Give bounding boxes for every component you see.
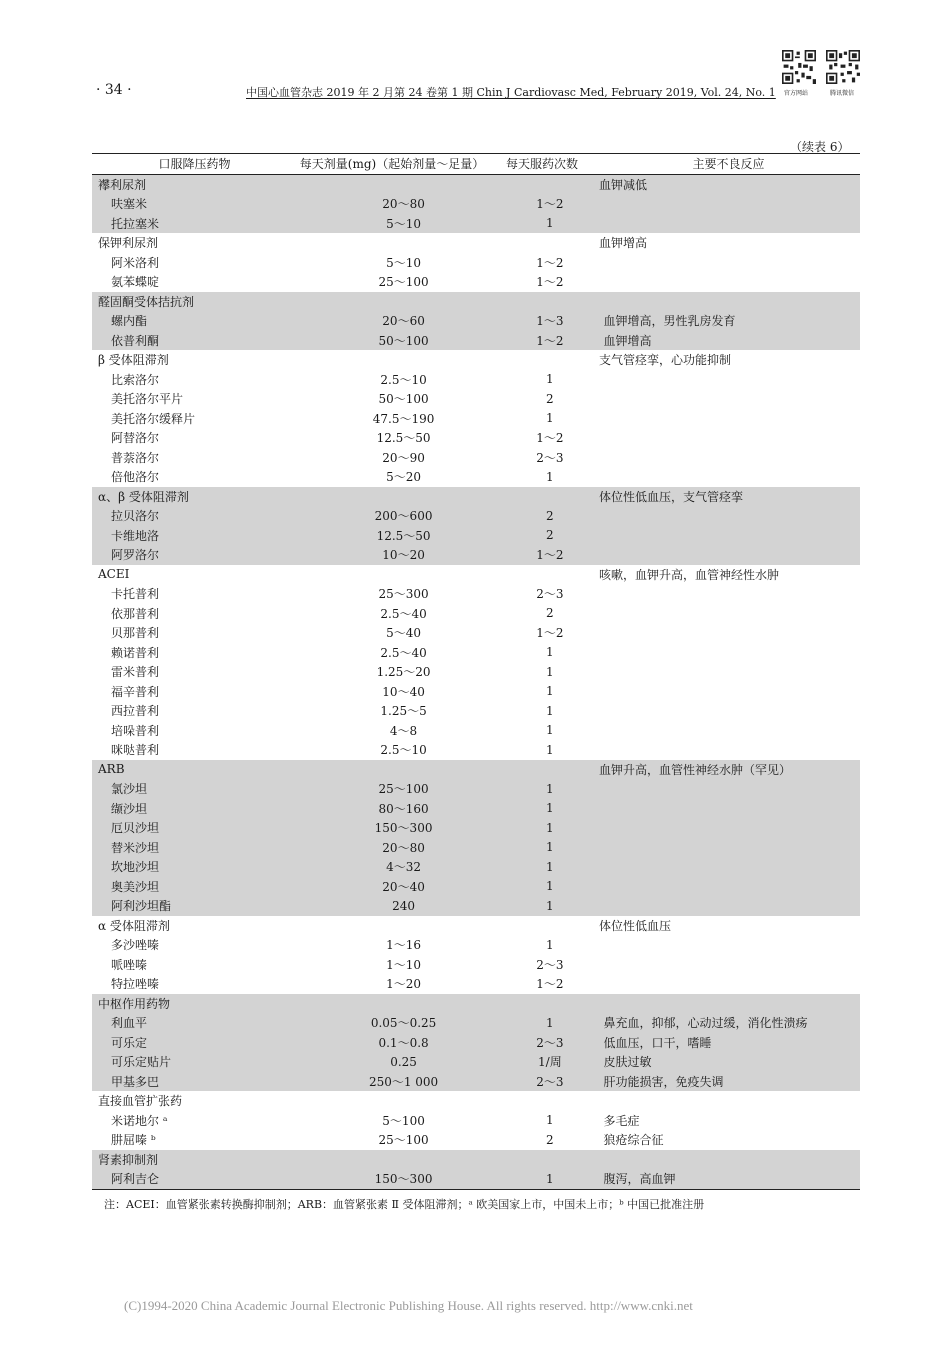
frequency-cell: 1 [546,684,554,699]
running-head: 中国心血管杂志 2019 年 2 月第 24 卷第 1 期 Chin J Cardiovasc Med, February 2019, Vol. 24, No. 1 [246,86,776,99]
drug-name-cell: 拉贝洛尔 [111,509,160,524]
table-row [92,604,860,624]
frequency-cell: 2～3 [536,587,564,602]
drug-name-cell: 米诺地尔 ᵃ [111,1113,168,1128]
drug-class-name: β 受体阻滞剂 [98,353,169,368]
qr-code-left [782,50,816,84]
table-row [92,935,860,955]
frequency-cell: 1～3 [536,314,564,329]
page-number: · 34 · [96,82,132,98]
table-group-row [92,916,860,936]
frequency-cell: 2 [546,528,554,543]
dose-cell: 2.5～40 [380,645,427,660]
qr-left-caption: 官方网站 [784,90,809,97]
drug-name-cell: 托拉塞米 [111,216,160,231]
table-body [92,175,860,1189]
frequency-cell: 2～3 [536,450,564,465]
table-row [92,701,860,721]
table-row [92,662,860,682]
dose-cell: 20～90 [382,450,425,465]
dose-cell: 50～100 [378,392,429,407]
table-row [92,623,860,643]
drug-name-cell: 雷米普利 [111,665,160,680]
table-row [92,1052,860,1072]
table-header-row [92,154,860,174]
table-row [92,194,860,214]
frequency-cell: 1 [546,664,554,679]
drug-name-cell: 替米沙坦 [111,840,160,855]
table-group-row [92,487,860,507]
table-row [92,370,860,390]
drug-name-cell: 美托洛尔缓释片 [111,411,196,426]
dose-cell: 2.5～10 [380,743,427,758]
frequency-cell: 1 [546,820,554,835]
dose-cell: 47.5～190 [372,411,435,426]
table-row [92,467,860,487]
dose-cell: 150～300 [374,1172,433,1187]
drug-name-cell: 多沙唑嗪 [111,938,160,953]
qr-code-right [826,50,860,84]
frequency-cell: 1 [546,801,554,816]
drug-class-name: 肾素抑制剂 [98,1152,159,1167]
frequency-cell: 1 [546,781,554,796]
adverse-effect-cell: 体位性低血压，支气管痉挛 [599,489,744,504]
adverse-effect-cell: 血钾升高，血管性神经水肿（罕见） [599,762,792,777]
drug-name-cell: 阿利吉仑 [111,1172,160,1187]
adverse-effect-cell: 肝功能损害，免疫失调 [603,1074,724,1089]
table-bottom-rule [92,1189,860,1190]
frequency-cell: 1～2 [536,255,564,270]
dose-cell: 1.25～20 [376,665,431,680]
drug-name-cell: 呋塞米 [111,197,148,212]
frequency-cell: 2 [546,508,554,523]
continued-label: （续表 6） [790,140,850,154]
adverse-effect-cell: 鼻充血，抑郁，心动过缓，消化性溃疡 [603,1016,808,1031]
table-row [92,1013,860,1033]
dose-cell: 1～20 [386,977,422,992]
table-row [92,253,860,273]
adverse-effect-cell: 体位性低血压 [599,918,672,933]
dose-cell: 200～600 [374,509,433,524]
dose-cell: 20～80 [382,840,425,855]
table-row [92,643,860,663]
dose-cell: 10～40 [382,684,425,699]
drug-name-cell: 哌唑嗪 [111,957,148,972]
drug-class-name: α、β 受体阻滞剂 [98,489,189,504]
dose-cell: 1～10 [386,957,422,972]
dose-cell: 0.25 [390,1054,417,1069]
frequency-cell: 1 [546,1171,554,1186]
drug-name-cell: 利血平 [111,1016,148,1031]
frequency-cell: 1 [546,840,554,855]
adverse-effect-cell: 支气管痉挛，心功能抑制 [599,353,732,368]
drug-class-name: ARB [98,762,125,777]
copyright-footer: (C)1994-2020 China Academic Journal Electronic Publishing House. All rights reserved. http://www.cnki.net [124,1298,693,1313]
dose-cell: 0.1～0.8 [378,1035,429,1050]
drug-name-cell: 普萘洛尔 [111,450,160,465]
drug-name-cell: 可乐定 [111,1035,148,1050]
dose-cell: 240 [392,898,416,913]
frequency-cell: 1 [546,372,554,387]
dose-cell: 5～20 [386,470,422,485]
table-row [92,448,860,468]
table-row [92,955,860,975]
drug-name-cell: 福辛普利 [111,684,160,699]
table-row [92,331,860,351]
table-row [92,857,860,877]
table-row [92,1130,860,1150]
table-row [92,818,860,838]
table-row [92,721,860,741]
drug-name-cell: 卡托普利 [111,587,160,602]
table-group-row [92,994,860,1014]
frequency-cell: 2～3 [536,1035,564,1050]
drug-name-cell: 厄贝沙坦 [111,821,160,836]
dose-cell: 12.5～50 [376,431,431,446]
drug-name-cell: 阿替洛尔 [111,431,160,446]
adverse-effect-cell: 狼疮综合征 [603,1133,664,1148]
drug-name-cell: 缬沙坦 [111,801,148,816]
drug-name-cell: 西拉普利 [111,704,160,719]
table-row [92,877,860,897]
frequency-cell: 1 [546,703,554,718]
table-row [92,974,860,994]
table-row [92,584,860,604]
dose-cell: 10～20 [382,548,425,563]
column-header-dose: 每天剂量(mg)（起始剂量～足量） [299,157,485,172]
table-row [92,779,860,799]
adverse-effect-cell: 多毛症 [603,1113,640,1128]
frequency-cell: 1 [546,469,554,484]
table-row [92,506,860,526]
frequency-cell: 1 [546,1113,554,1128]
drug-name-cell: 氯沙坦 [111,782,148,797]
frequency-cell: 1 [546,645,554,660]
frequency-cell: 1 [546,879,554,894]
table-group-row [92,1150,860,1170]
dose-cell: 20～40 [382,879,425,894]
table-row [92,1111,860,1131]
table-note: 注：ACEI：血管紧张素转换酶抑制剂；ARB：血管紧张素 Ⅱ 受体阻滞剂；ᵃ 欧美国家上市，中国未上市；ᵇ 中国已批准注册 [104,1198,705,1211]
column-header-drug: 口服降压药物 [158,157,231,172]
table-group-row [92,760,860,780]
frequency-cell: 1～2 [536,197,564,212]
frequency-cell: 1 [546,859,554,874]
dose-cell: 5～10 [386,216,422,231]
adverse-effect-cell: 低血压，口干，嗜睡 [603,1035,712,1050]
drug-name-cell: 阿米洛利 [111,255,160,270]
dose-cell: 4～32 [386,860,422,875]
dose-cell: 2.5～10 [380,372,427,387]
drug-name-cell: 特拉唑嗪 [111,977,160,992]
frequency-cell: 1～2 [536,548,564,563]
table-row [92,428,860,448]
qr-code-icon [782,50,816,84]
table-group-row [92,292,860,312]
dose-cell: 1～16 [386,938,422,953]
table-row [92,682,860,702]
drug-name-cell: 阿利沙坦酯 [111,899,172,914]
dose-cell: 250～1 000 [368,1074,439,1089]
drug-name-cell: 依普利酮 [111,333,160,348]
table-group-row [92,1091,860,1111]
table-row [92,1169,860,1189]
dose-cell: 12.5～50 [376,528,431,543]
drug-class-name: 醛固酮受体拮抗剂 [98,294,195,309]
drug-name-cell: 培哚普利 [111,723,160,738]
dose-cell: 1.25～5 [380,704,427,719]
frequency-cell: 1 [546,1015,554,1030]
drug-class-name: 直接血管扩张药 [98,1094,183,1109]
dose-cell: 80～160 [378,801,429,816]
drug-name-cell: 赖诺普利 [111,645,160,660]
drug-class-name: 襻利尿剂 [98,177,147,192]
table-row [92,838,860,858]
frequency-cell: 1～2 [536,431,564,446]
table-group-row [92,350,860,370]
table-row [92,896,860,916]
drug-name-cell: 可乐定贴片 [111,1055,172,1070]
dose-cell: 25～300 [378,587,429,602]
dose-cell: 20～80 [382,197,425,212]
column-header-frequency: 每天服药次数 [505,157,578,172]
dose-cell: 4～8 [389,723,418,738]
dose-cell: 5～100 [382,1113,425,1128]
frequency-cell: 2 [546,391,554,406]
dose-cell: 25～100 [378,1133,429,1148]
frequency-cell: 1 [546,898,554,913]
drug-name-cell: 奥美沙坦 [111,879,160,894]
table-row [92,799,860,819]
table-row [92,545,860,565]
dose-cell: 50～100 [378,333,429,348]
drug-class-name: α 受体阻滞剂 [98,918,170,933]
frequency-cell: 1 [546,723,554,738]
qr-code-icon [826,50,860,84]
dose-cell: 25～100 [378,782,429,797]
dose-cell: 5～10 [386,255,422,270]
table-group-row [92,565,860,585]
adverse-effect-cell: 血钾增高，男性乳房发育 [603,314,736,329]
drug-name-cell: 肼屈嗪 ᵇ [111,1133,156,1148]
drug-table [92,153,860,1190]
adverse-effect-cell: 血钾增高 [599,236,648,251]
dose-cell: 0.05～0.25 [370,1016,437,1031]
frequency-cell: 1～2 [536,333,564,348]
frequency-cell: 2～3 [536,957,564,972]
frequency-cell: 1～2 [536,626,564,641]
adverse-effect-cell: 皮肤过敏 [603,1055,652,1070]
table-row [92,389,860,409]
drug-class-name: ACEI [98,567,130,582]
table-group-row [92,175,860,195]
table-row [92,311,860,331]
qr-right-caption: 腾讯微信 [830,90,855,97]
column-header-adverse-effects: 主要不良反应 [692,157,765,172]
dose-cell: 150～300 [374,821,433,836]
table-row [92,409,860,429]
table-row [92,526,860,546]
drug-name-cell: 倍他洛尔 [111,470,160,485]
frequency-cell: 1 [546,411,554,426]
drug-name-cell: 依那普利 [111,606,160,621]
drug-name-cell: 卡维地洛 [111,528,160,543]
frequency-cell: 1 [546,742,554,757]
adverse-effect-cell: 血钾减低 [599,177,648,192]
drug-name-cell: 咪哒普利 [111,743,160,758]
frequency-cell: 2 [546,1132,554,1147]
drug-name-cell: 美托洛尔平片 [111,392,184,407]
drug-name-cell: 甲基多巴 [111,1074,160,1089]
frequency-cell: 2～3 [536,1074,564,1089]
table-row [92,740,860,760]
table-row [92,214,860,234]
frequency-cell: 1 [546,216,554,231]
drug-name-cell: 比索洛尔 [111,372,160,387]
adverse-effect-cell: 咳嗽，血钾升高，血管神经性水肿 [599,567,780,582]
drug-name-cell: 贝那普利 [111,626,160,641]
frequency-cell: 1 [546,937,554,952]
frequency-cell: 2 [546,606,554,621]
dose-cell: 25～100 [378,275,429,290]
drug-class-name: 中枢作用药物 [98,996,171,1011]
frequency-cell: 1/周 [538,1055,562,1070]
dose-cell: 20～60 [382,314,425,329]
drug-name-cell: 螺内酯 [111,314,148,329]
frequency-cell: 1～2 [536,977,564,992]
drug-name-cell: 坎地沙坦 [111,860,160,875]
table-row [92,272,860,292]
table-row [92,1072,860,1092]
drug-class-name: 保钾利尿剂 [98,236,159,251]
frequency-cell: 1～2 [536,275,564,290]
drug-name-cell: 阿罗洛尔 [111,548,160,563]
dose-cell: 2.5～40 [380,606,427,621]
table-group-row [92,233,860,253]
drug-name-cell: 氨苯蝶啶 [111,275,160,290]
adverse-effect-cell: 血钾增高 [603,333,652,348]
dose-cell: 5～40 [386,626,422,641]
adverse-effect-cell: 腹泻，高血钾 [603,1172,676,1187]
table-row [92,1033,860,1053]
